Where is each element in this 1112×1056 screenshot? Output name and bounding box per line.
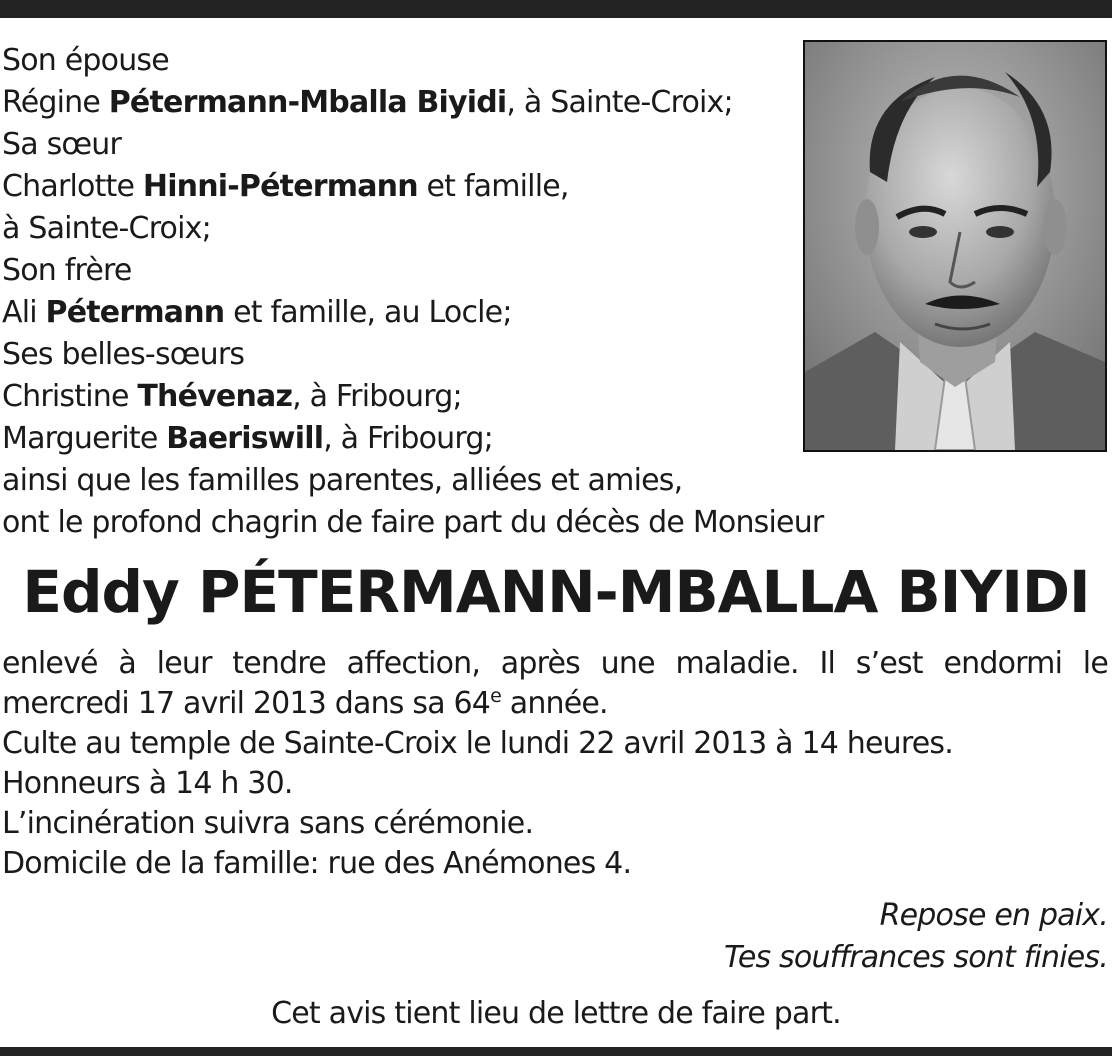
family-line-text: Christine	[2, 379, 138, 414]
details-block	[2, 644, 1108, 884]
family-line-text: ont le profond chagrin de faire part du décès de Monsieur	[2, 505, 824, 540]
family-line	[2, 418, 882, 460]
family-line	[2, 292, 882, 334]
family-line-text-end: , à Sainte-Croix;	[506, 85, 733, 120]
family-line-text: à Sainte-Croix;	[2, 211, 211, 246]
top-rule	[0, 0, 1112, 18]
date-age-text-end: année.	[501, 686, 608, 721]
family-line-text: Son frère	[2, 253, 132, 288]
bottom-rule	[0, 1047, 1112, 1056]
family-line-text: Charlotte	[2, 169, 143, 204]
family-line-text: Régine	[2, 85, 109, 120]
service-line: Culte au temple de Sainte-Croix le lundi 22 avril 2013 à 14 heures.	[2, 726, 953, 761]
family-line-text: Ses belles-sœurs	[2, 337, 245, 372]
family-list	[2, 40, 882, 544]
cremation-line: L’incinération suivra sans cérémonie.	[2, 806, 534, 841]
epitaph	[508, 895, 1108, 979]
honours-line: Honneurs à 14 h 30.	[2, 766, 293, 801]
family-line-text: Sa sœur	[2, 127, 122, 162]
family-line	[2, 40, 882, 82]
details-line	[2, 684, 1108, 724]
family-line-text-end: et famille, au Locle;	[224, 295, 512, 330]
portrait-image	[805, 42, 1105, 450]
family-member-surname: Thévenaz	[137, 379, 293, 414]
family-line	[2, 334, 882, 376]
details-line: enlevé à leur tendre affection, après une maladie. Il s’est endormi le	[2, 646, 1108, 681]
footer-note: Cet avis tient lieu de lettre de faire part.	[271, 996, 841, 1031]
family-line-text: Ali	[2, 295, 46, 330]
family-address-line: Domicile de la famille: rue des Anémones 4.	[2, 846, 632, 881]
family-member-surname: Hinni-Pétermann	[142, 169, 418, 204]
family-line	[2, 250, 882, 292]
family-member-surname: Pétermann-Mballa Biyidi	[108, 85, 507, 120]
epitaph-line: Repose en paix.	[879, 898, 1108, 933]
family-line	[2, 82, 882, 124]
family-line	[2, 460, 882, 502]
family-line-text: Son épouse	[2, 43, 169, 78]
family-line-text: ainsi que les familles parentes, alliées et amies,	[2, 463, 683, 498]
ordinal-suffix: e	[490, 685, 501, 707]
family-line	[2, 376, 882, 418]
epitaph-line: Tes souffrances sont finies.	[724, 940, 1108, 975]
family-line-text-end: , à Fribourg;	[323, 421, 493, 456]
family-line	[2, 124, 882, 166]
family-member-surname: Pétermann	[45, 295, 225, 330]
family-line-text-end: , à Fribourg;	[292, 379, 462, 414]
deceased-name: Eddy PÉTERMANN-MBALLA BIYIDI	[22, 558, 1090, 626]
family-member-surname: Baeriswill	[166, 421, 324, 456]
family-line	[2, 502, 882, 544]
family-line-text-end: et famille,	[417, 169, 569, 204]
portrait-photo	[803, 40, 1107, 452]
family-line	[2, 208, 882, 250]
family-line	[2, 166, 882, 208]
family-line-text: Marguerite	[2, 421, 167, 456]
date-age-text: mercredi 17 avril 2013 dans sa 64	[2, 686, 491, 721]
